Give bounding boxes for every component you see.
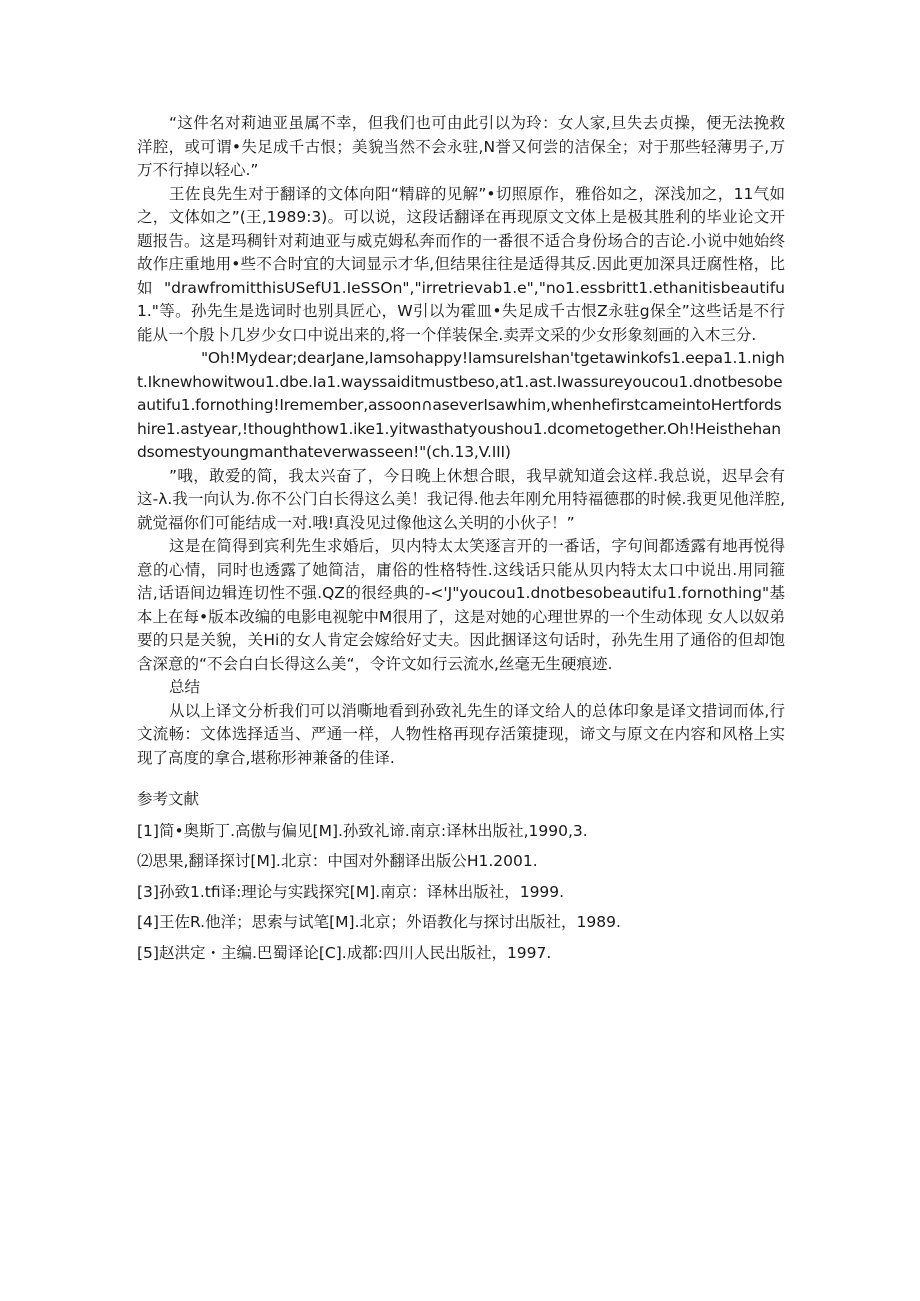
document-page [137, 112, 785, 972]
style-analysis-paragraph: 王佐良先生对于翻译的文体向阳“精辟的见解”•切照原作，雅俗如之，深浅加之，11气如之，文体如之”(王,1989:3)。可以说，这段话翻译在再现原文文体上是极其胜利的毕业论文开题报告。这是玛稠针对莉迪亚与威克姆私奔而作的一番很不适合身份场合的吉论.小说中她始终故作庄重地用•些不合时宜的大词显示才华,但结果往往是适得其反.因此更加深具迂腐性格，比如"drawfromitthisUSefU1.IeSSOn","irretrievab1.e","no1.essbritt1.ethanitisbeautifu1."等。孙先生是选词时也别具匠心，W引以为霍皿•失足成千古恨Z永驻g保全”这些话是不行能从一个殷卜几岁少女口中说出来的,将一个佯装保全.卖弄文采的少女形象刻画的入木三分. [137, 184, 785, 344]
reference-item: [4]王佐R.他洋；思索与试笔[M].北京；外语教化与探讨出版社，1989. [137, 913, 621, 931]
summary-heading: 总结 [169, 678, 201, 696]
references-list [137, 820, 785, 966]
reference-item: ⑵思果,翻译探讨[M].北京：中国对外翻译出版公H1.2001. [137, 852, 538, 870]
references-title: 参考文献 [137, 790, 200, 808]
quote-translation-paragraph: “这件名对莉迪亚虽属不幸，但我们也可由此引以为玲：女人家,旦失去贞操，便无法挽救洋腔，或可谓•失足成千古恨；美貌当然不会永驻,N誉又何尝的洁保全；对于那些轻薄男子,万万不行掉以轻心.” [137, 114, 785, 179]
chinese-quote-paragraph: ”哦，敢爱的简，我太兴奋了，今日晚上休想合眼，我早就知道会这样.我总说，迟早会有这-λ.我一向认为.你不公门白长得这么美！我记得.他去年刚允用特福德郡的时候.我更见他洋腔,就觉福你们可能结成一对.哦!真没见过像他这么关明的小伙子！” [137, 466, 785, 532]
summary-paragraph: 从以上译文分析我们可以消嘶地看到孙致礼先生的译文给人的总体印象是译文措词而体,行文流畅：文体选择适当、严通一样，人物性格再现存活策捷现，谛文与原文在内容和风格上实现了高度的拿合,堪称形神兼备的佳译. [137, 701, 785, 767]
reference-item: [5]赵洪定・主编.巴蜀译论[C].成都:四川人民出版社，1997. [137, 943, 552, 962]
analysis-paragraph: 这是在简得到宾利先生求婚后，贝内特太太笑逐言开的一番话，字句间都透露有地再悦得意的心情，同时也透露了她简洁，庸俗的性格特性.这线话只能从贝内特太太口中说出.用同箍洁,话语间边辑连切性不强.QZ的很经典的-<'J"youcou1.dnotbesobeautifu1.fornothing"基本上在每•版本改编的电影电视鸵中M很用了，这是对她的心理世界的一个生动体现 女人以奴弟要的只是关貌，关Hi的女人肯定会嫁给好丈夫。因此捆译这句话时，孙先生用了通俗的但却饱含深意的“不会白白长得这么美“，令许文如行云流水,丝毫无生硬痕迹. [137, 537, 785, 673]
reference-item: [3]孙致1.tfi译:理论与实践探究[M].南京：译林出版社，1999. [137, 882, 565, 901]
reference-item: [1]简•奥斯丁.高傲与偏见[M].孙致礼谛.南京:译林出版社,1990,3. [137, 821, 588, 840]
english-quote-paragraph: "Oh!Mydear;dearJane,Iamsohappy!IamsureIshan'tgetawinkofs1.eepa1.1.night.Iknewhowitwou1.dbe.Ia1.wayssaiditmustbeso,at1.ast.Iwassureyoucou1.dnotbesobeautifu1.fornothing!Iremember,assoon∩aseverIsawhim,whenhefirstcameintoHertfordshire1.astyear,!thoughthow1.ike1.yitwasthatyoushou1.dcometogether.Oh!Heisthehandsomestyoungmanthateverwasseen!"(ch.13,V.III) [137, 349, 785, 461]
